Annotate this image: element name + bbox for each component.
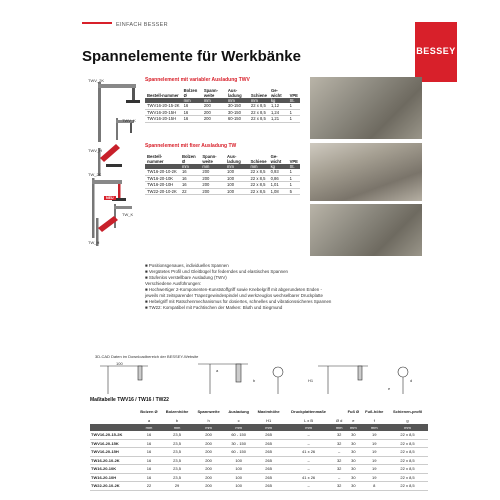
feature-list bbox=[145, 263, 405, 311]
feature-item: ■ Hochwertiger 2-Komponenten-Kunststoffgriff sowie Knebelgriff mit abgerundeten Enden - bbox=[145, 287, 322, 292]
feature-item: ■ Positionsgenaues, individuelles Spannen bbox=[145, 263, 229, 268]
logo-text: BESSEY bbox=[416, 46, 456, 56]
col-header: Bestell-nummer bbox=[147, 154, 164, 164]
feature-item: jeweils mit zeitsparender Trapezgewindespindel und werkzeuglos wechselbarer Druckplatte bbox=[145, 293, 323, 298]
table-row: TW16-20-10-2K 16 200 100 22 x 8,5 0,93 1 bbox=[145, 169, 300, 175]
dim-label: 100 bbox=[116, 362, 123, 366]
twv-clamp-icon bbox=[98, 82, 140, 142]
col-header: Ge-wicht bbox=[270, 88, 282, 98]
dim-label: e bbox=[388, 386, 391, 391]
feature-item: ■ Stufenlos verstellbare Ausladung (TWV) bbox=[145, 275, 227, 280]
dim-label: d bbox=[410, 378, 413, 383]
table-row: TW22-20-10-2K 22 200 100 22 x 8,5 1,08 5 bbox=[145, 188, 300, 195]
workshop-photo-3 bbox=[310, 204, 422, 256]
table-row: TW16-20-10-2K 16 23,5 200 100 265 – 32 30 19 22 x 8,5 bbox=[90, 456, 428, 465]
col-header: Bolzen Ø bbox=[183, 88, 198, 98]
header-label: EINFACH BESSER bbox=[116, 22, 168, 28]
bessey-logo bbox=[415, 22, 457, 82]
feature-item: ■ TW22: Kompatibel mit Fachtischen der Marken: Bluth und Siegmund bbox=[145, 305, 283, 310]
col-header: Bestell-nummer bbox=[147, 93, 179, 98]
technical-drawings bbox=[88, 362, 424, 396]
section2-title: Spannelement mit fixer Ausladung TW bbox=[145, 143, 237, 149]
col-header: Spann-weite bbox=[203, 88, 219, 98]
main-dimension-table: Bolzen Ø Bolzenhöhe Spannweite Ausladung Maximhöhe Druckplattenmaße Fuß Ø Fuß-höhe Schienen-profil a b h c H1 L x B Ø d e f g mm mm mm mm mm mm mm mm mm mm TWV16-20-15-2K 16 23,5 200 60 - 150 265 – 32 30 19 22 x 8,5 TWV16-20-15K 16 23,5 200 30 - 150 265 – 32 30 19 22 x 8,5 TWV16-20-15H 16 23,5 200 60 - 150 265 41 x 26 – 30 19 22 x 8,5 TW16-20-10-2K 16 23,5 200 100 265 – 32 30 19 22 x 8,5 TW16-20-10K 16 23,5 200 100 265 – 32 30 19 22 x 8,5 TW16-20-10H 16 23,5 200 100 265 41 x 26 – 30 19 22 x 8,5 TW22-20-10-2K 22 29 200 100 265 – 32 30 8 22 x 8,5 bbox=[90, 405, 428, 491]
col-header: Aus-ladung bbox=[227, 88, 242, 98]
table-row: TW16-20-10K 16 200 100 22 x 8,5 0,86 1 bbox=[145, 175, 300, 182]
table-row: TWV16-20-15-2K 16 200 30-150 22 x 8,5 1,12 1 bbox=[145, 103, 300, 109]
dim-label: a bbox=[216, 368, 219, 373]
table-row: TW16-20-10H 16 200 100 22 x 8,5 1,01 1 bbox=[145, 182, 300, 189]
table-row: TW16-20-10H 16 23,5 200 100 265 41 x 26 – 30 19 22 x 8,5 bbox=[90, 473, 428, 482]
main-table-title: Maßtabelle TWV16 / TW16 / TW22 bbox=[90, 397, 169, 403]
label-twv-h: TWV_H bbox=[88, 148, 102, 153]
table-row: TWV16-20-15H 16 200 30-150 22 x 8,5 1,24 1 bbox=[145, 109, 300, 116]
tw-spec-table: Bestell-nummer Bolzen Ø Spann-weite Aus-ladung Schiene Ge-wicht VPE mm mm mm mm kg St. TW16-20-10-2K 16 200 100 22 x 8,5 0,93 1 TW16-20-10K 16 200 100 22 x 8,5 0,86 1 TW16-20-10H 16 200 100 22 x 8,5 1,01 1 TW22-20-10-2K 22 200 100 22 x 8,5 1,08 5 bbox=[145, 150, 300, 195]
table-row: TWV16-20-15H 16 200 60-150 22 x 8,5 1,21 1 bbox=[145, 116, 300, 123]
new-badge: NEU bbox=[106, 196, 114, 200]
dim-label: H1 bbox=[308, 378, 314, 383]
dim-label: b bbox=[253, 378, 256, 383]
col-header: Aus-ladung bbox=[227, 154, 241, 164]
table-row: TW22-20-10-2K 22 29 200 100 265 – 32 30 8 22 x 8,5 bbox=[90, 482, 428, 491]
label-tw-k: TW_K bbox=[122, 212, 134, 217]
col-header: Bolzen Ø bbox=[181, 154, 196, 164]
label-tw-h: TW_H bbox=[88, 240, 100, 245]
label-twv-2k: TWV_2K bbox=[88, 78, 105, 83]
workshop-photo-2 bbox=[310, 143, 422, 201]
table-row: TWV16-20-15K 16 23,5 200 30 - 150 265 – 32 30 19 22 x 8,5 bbox=[90, 439, 428, 448]
col-header: Ge-wicht bbox=[270, 154, 282, 164]
section1-title: Spannelement mit variabler Ausladung TWV bbox=[145, 77, 250, 83]
cad-note: 3D-CAD Daten im Downloadbereich der BESSEY-Website bbox=[95, 354, 199, 359]
col-header: Schiene bbox=[250, 159, 267, 164]
product-illustrations bbox=[86, 78, 144, 248]
twv-spec-table: Bestell-nummer Bolzen Ø Spann-weite Aus-ladung Schiene Ge-wicht VPE mm mm mm mm kg St. TWV16-20-15-2K 16 200 30-150 22 x 8,5 1,12 1 TWV16-20-15H 16 200 30-150 22 x 8,5 1,24 1 TWV16-20-15H 16 200 60-150 22 x 8,5 1,21 1 bbox=[145, 84, 300, 123]
feature-item: ■ Vergütetes Profil und Gleitbügel für federndes und elastisches Spannen bbox=[145, 269, 288, 274]
col-header: Spann-weite bbox=[202, 154, 217, 164]
feature-item: Verschiedene Ausführungen: bbox=[145, 281, 202, 286]
header-accent-bar bbox=[82, 22, 112, 24]
table-row: TWV16-20-15-2K 16 23,5 200 60 - 150 265 – 32 30 19 22 x 8,5 bbox=[90, 431, 428, 439]
label-twv-k: TWV_K bbox=[122, 118, 136, 123]
col-header: Schiene bbox=[250, 93, 267, 98]
feature-item: ■ Hebelgriff mit Ratschenmechanismus für dosiertes, schnelles und vibrationssicheres Spannen bbox=[145, 299, 332, 304]
page-title: Spannelemente für Werkbänke bbox=[82, 48, 301, 65]
label-tw-2k: TW_2K bbox=[88, 172, 102, 177]
table-row: TW16-20-10K 16 23,5 200 100 265 – 32 30 19 22 x 8,5 bbox=[90, 465, 428, 474]
table-row: TWV16-20-15H 16 23,5 200 60 - 150 265 41 x 26 – 30 19 22 x 8,5 bbox=[90, 448, 428, 457]
col-header: VPE bbox=[289, 159, 298, 164]
col-header: VPE bbox=[289, 93, 298, 98]
workshop-photo-1 bbox=[310, 77, 422, 139]
